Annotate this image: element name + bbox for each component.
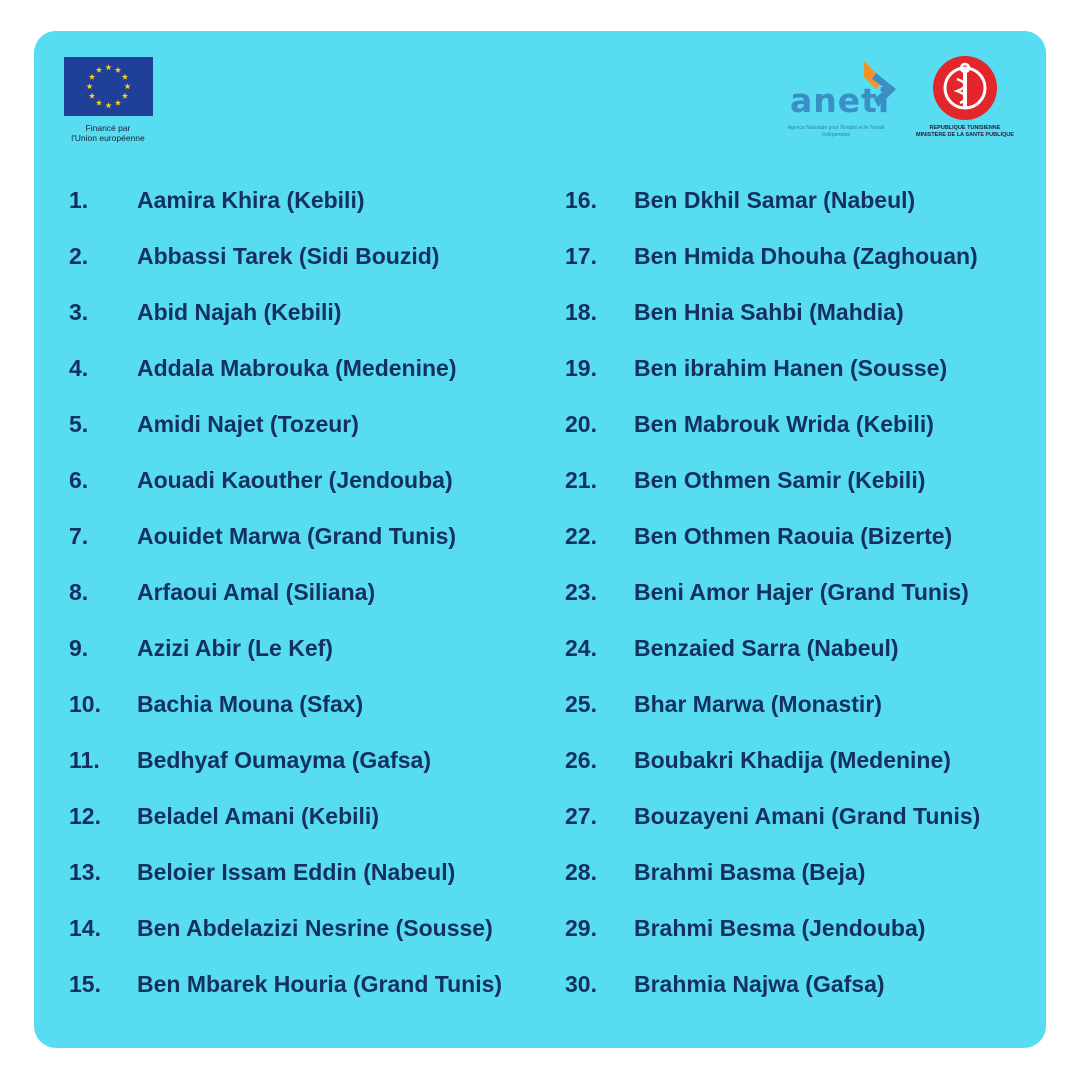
- list-item-name: Beloier Issam Eddin (Nabeul): [137, 859, 456, 885]
- list-item-name: Ben Othmen Samir (Kebili): [634, 467, 926, 493]
- list-item-number: 12.: [69, 803, 101, 829]
- list-item-number: 17.: [565, 243, 597, 269]
- eu-caption-line2: l'Union européenne: [71, 133, 145, 143]
- list-item-number: 11.: [69, 747, 100, 773]
- list-item-name: Azizi Abir (Le Kef): [137, 635, 333, 661]
- eu-flag-icon: [64, 57, 153, 116]
- list-item-number: 25.: [565, 691, 597, 717]
- aneti-logo: [786, 57, 904, 147]
- list-item-name: Beni Amor Hajer (Grand Tunis): [634, 579, 969, 605]
- list-item-number: 24.: [565, 635, 597, 661]
- list-item-name: Bachia Mouna (Sfax): [137, 691, 364, 717]
- list-item-name: Ben Dkhil Samar (Nabeul): [634, 187, 916, 213]
- eu-logo: [64, 57, 156, 143]
- list-item-name: Brahmia Najwa (Gafsa): [634, 971, 885, 997]
- list-item: [34, 236, 1046, 276]
- list-item-number: 21.: [565, 467, 597, 493]
- list-item-name: Ben Mabrouk Wrida (Kebili): [634, 411, 934, 437]
- list-item: [34, 180, 1046, 220]
- eu-caption-line1: Financé par: [85, 123, 131, 133]
- list-item-number: 9.: [69, 635, 89, 661]
- list-item: [34, 572, 1046, 612]
- list-item: [34, 628, 1046, 668]
- list-card: [34, 31, 1046, 1048]
- aneti-wordmark: aneti: [790, 81, 891, 120]
- list-item-name: Arfaoui Amal (Siliana): [137, 579, 376, 605]
- list-item-number: 3.: [69, 299, 89, 325]
- list-item-name: Beladel Amani (Kebili): [137, 803, 379, 829]
- list-item-name: Brahmi Besma (Jendouba): [634, 915, 926, 941]
- list-item: [34, 740, 1046, 780]
- list-item-name: Amidi Najet (Tozeur): [137, 411, 359, 437]
- list-item-name: Bhar Marwa (Monastir): [634, 691, 882, 717]
- list-item: [34, 796, 1046, 836]
- list-item-number: 27.: [565, 803, 597, 829]
- list-item-name: Ben ibrahim Hanen (Sousse): [634, 355, 948, 381]
- ministry-emblem-icon: [932, 55, 998, 121]
- list-item-name: Bouzayeni Amani (Grand Tunis): [634, 803, 981, 829]
- list-item-name: Boubakri Khadija (Medenine): [634, 747, 951, 773]
- ministry-line2: MINISTERE DE LA SANTE PUBLIQUE: [916, 131, 1014, 138]
- list-item-number: 8.: [69, 579, 89, 605]
- list-item-name: Aouidet Marwa (Grand Tunis): [137, 523, 457, 549]
- list-item-number: 6.: [69, 467, 89, 493]
- list-item-number: 7.: [69, 523, 89, 549]
- list-item-name: Aouadi Kaouther (Jendouba): [137, 467, 453, 493]
- list-item-name: Aamira Khira (Kebili): [137, 187, 365, 213]
- list-item-name: Abbassi Tarek (Sidi Bouzid): [137, 243, 440, 269]
- aneti-subtitle: Agence Nationale pour l'Emploi et le Travail Indépendant: [787, 125, 885, 138]
- list-item-number: 23.: [565, 579, 597, 605]
- list-item-number: 19.: [565, 355, 597, 381]
- list-item-name: Ben Othmen Raouia (Bizerte): [634, 523, 953, 549]
- list-item-number: 10.: [69, 691, 101, 717]
- list-item-number: 13.: [69, 859, 101, 885]
- list-item-number: 22.: [565, 523, 597, 549]
- list-item: [34, 852, 1046, 892]
- list-item: [34, 684, 1046, 724]
- list-item-name: Ben Hmida Dhouha (Zaghouan): [634, 243, 978, 269]
- list-item-number: 15.: [69, 971, 101, 997]
- list-item-number: 1.: [69, 187, 89, 213]
- eu-caption: [58, 123, 158, 143]
- list-item: [34, 908, 1046, 948]
- list-item-number: 16.: [565, 187, 597, 213]
- list-item: [34, 516, 1046, 556]
- list-item-name: Addala Mabrouka (Medenine): [137, 355, 457, 381]
- list-item-number: 14.: [69, 915, 101, 941]
- list-item: [34, 292, 1046, 332]
- list-item-number: 18.: [565, 299, 597, 325]
- list-item: [34, 404, 1046, 444]
- list-item: [34, 460, 1046, 500]
- list-item-number: 30.: [565, 971, 597, 997]
- list-item-number: 4.: [69, 355, 89, 381]
- list-item-number: 28.: [565, 859, 597, 885]
- list-item-name: Benzaied Sarra (Nabeul): [634, 635, 899, 661]
- list-item: [34, 348, 1046, 388]
- list-item-number: 2.: [69, 243, 89, 269]
- list-item-name: Brahmi Basma (Beja): [634, 859, 866, 885]
- list-item-name: Ben Hnia Sahbi (Mahdia): [634, 299, 904, 325]
- list-item-number: 20.: [565, 411, 597, 437]
- ministry-caption: [910, 125, 1020, 138]
- ministry-logo: [910, 55, 1020, 138]
- list-item-number: 29.: [565, 915, 597, 941]
- list-item-number: 26.: [565, 747, 597, 773]
- list-item-name: Abid Najah (Kebili): [137, 299, 342, 325]
- list-item-name: Ben Mbarek Houria (Grand Tunis): [137, 971, 503, 997]
- list-item-name: Ben Abdelazizi Nesrine (Sousse): [137, 915, 493, 941]
- list-item: [34, 964, 1046, 1004]
- ministry-line1: REPUBLIQUE TUNISIENNE: [929, 125, 1001, 131]
- list-item-name: Bedhyaf Oumayma (Gafsa): [137, 747, 431, 773]
- list-item-number: 5.: [69, 411, 89, 437]
